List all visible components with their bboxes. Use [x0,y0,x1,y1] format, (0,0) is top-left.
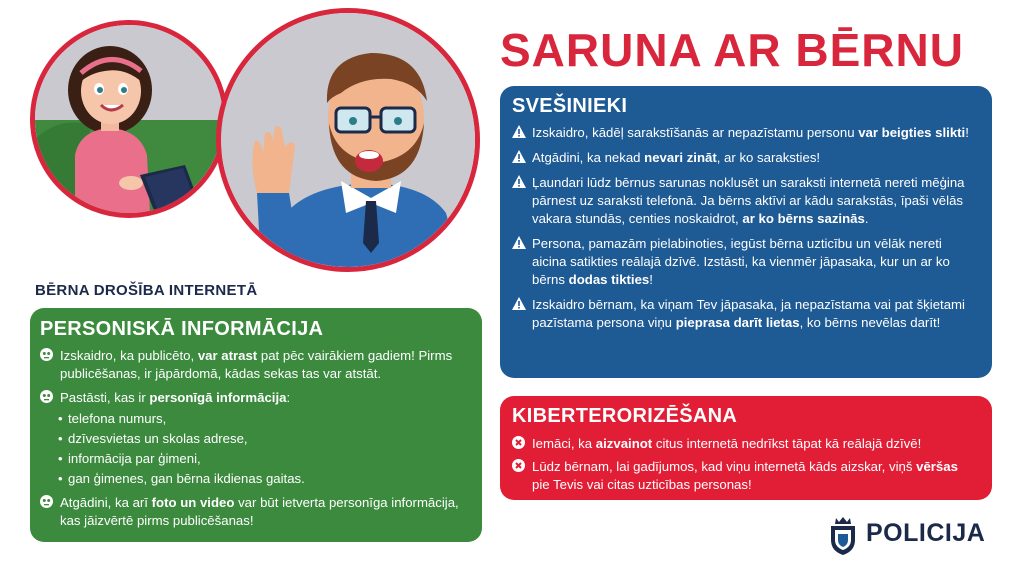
strangers-item: Persona, pamazām pielabinoties, iegūst bērna uzticību un vēlāk nereti aicina satikties reālajā dzīvē. Izstāsti, ka vienmēr jāpasaka, kur un ar ko bērns dodas tikties! [512,235,978,289]
personal-info-item: Pastāsti, kas ir personīgā informācija: [40,389,468,407]
man-illustration [216,8,480,272]
police-crest-icon [828,516,858,556]
page-subtitle: BĒRNA DROŠĪBA INTERNETĀ [35,282,258,299]
personal-info-heading: PERSONISKĀ INFORMĀCIJA [40,318,324,340]
x-circle-icon [512,436,525,449]
skull-icon [40,390,53,403]
warning-icon [512,297,526,310]
list-item: • dzīvesvietas un skolas adrese, [40,429,468,449]
personal-info-item: Atgādini, ka arī foto un video var būt ietverta personīga informācija, kas jāizvērtē pirms publicēšanas! [40,494,468,530]
x-circle-icon [512,459,525,472]
strangers-panel [500,86,992,378]
list-item: • telefona numurs, [40,409,468,429]
warning-icon [512,125,526,138]
warning-icon [512,175,526,188]
page-title: SARUNA AR BĒRNU [500,24,964,76]
cyberbullying-item: Iemāci, ka aizvainot citus internetā nedrīkst tāpat kā reālajā dzīvē! [512,435,978,453]
skull-icon [40,495,53,508]
skull-icon [40,348,53,361]
personal-info-item: Izskaidro, ka publicēto, var atrast pat pēc vairākiem gadiem! Pirms publicēšanas, ir jāpārdomā, kādas sekas tas var atstāt. [40,347,468,383]
strangers-item: Izskaidro, kādēļ sarakstīšanās ar nepazīstamu personu var beigties slikti! [512,124,978,142]
list-item: • informācija par ģimeni, [40,449,468,469]
girl-illustration [30,20,228,218]
cyberbullying-item: Lūdz bērnam, lai gadījumos, kad viņu internetā kāds aizskar, viņš vēršas pie Tevis vai citas uzticības personas! [512,458,978,494]
warning-icon [512,236,526,249]
man-waving-icon [221,13,475,267]
strangers-item: Ļaundari lūdz bērnus sarunas noklusēt un saraksti internetā nereti mēģina pārnest uz saraksti telefonā. Ja bērns aktīvi ar kādu sarakstās, īpaši vēlās vakara stundās, centies noskaidrot, ar ko bērns sazinās. [512,174,978,228]
strangers-item: Atgādini, ka nekad nevari zināt, ar ko saraksties! [512,149,978,167]
cyberbullying-heading: KIBERTERORIZĒŠANA [512,405,738,427]
cyberbullying-panel [500,396,992,500]
warning-icon [512,150,526,163]
personal-info-panel [30,308,482,542]
police-logo-text: POLICIJA [866,519,986,547]
strangers-heading: SVEŠINIEKI [512,95,628,117]
girl-with-laptop-icon [35,25,223,213]
strangers-item: Izskaidro bērnam, ka viņam Tev jāpasaka, ja nepazīstama vai pat šķietami pazīstama persona viņu pieprasa darīt lietas, ko bērns nevēlas darīt! [512,296,978,332]
list-item: • gan ģimenes, gan bērna ikdienas gaitas. [40,469,468,489]
